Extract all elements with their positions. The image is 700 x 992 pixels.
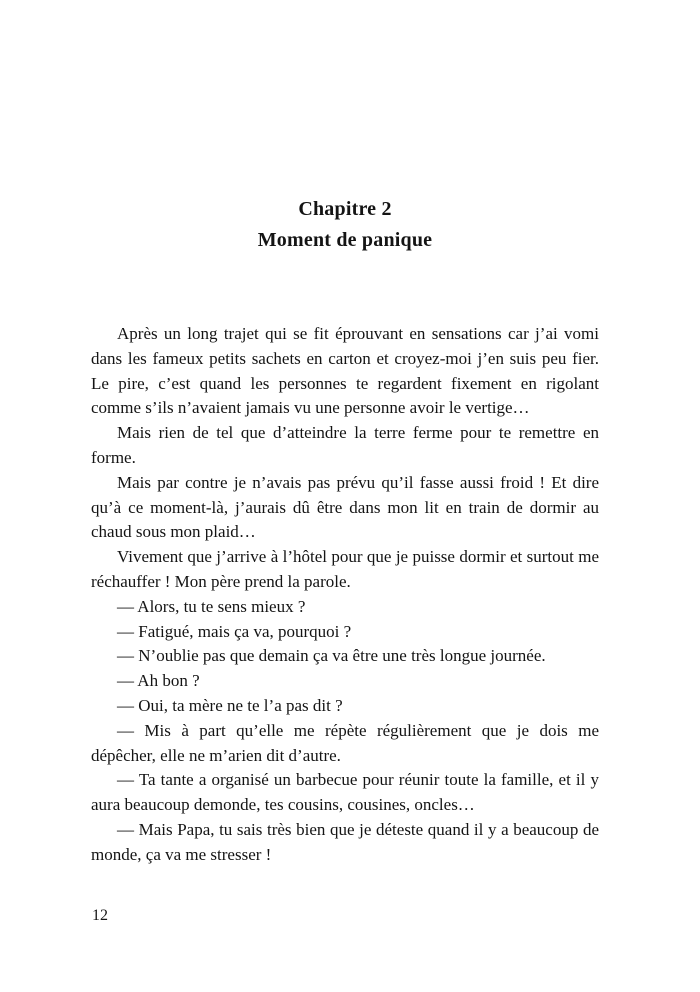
chapter-heading — [91, 194, 599, 256]
paragraph: — Mis à part qu’elle me répète régulièrement que je dois me dépêcher, elle ne m’arien dit d’autre. — [91, 720, 599, 765]
paragraph: Mais rien de tel que d’atteindre la terre ferme pour te remettre en forme. — [91, 423, 599, 467]
body-text — [91, 322, 599, 868]
paragraph: — Ah bon ? — [117, 671, 200, 691]
paragraph: — Oui, ta mère ne te l’a pas dit ? — [117, 695, 343, 715]
page-number: 12 — [92, 907, 108, 924]
paragraph: Vivement que j’arrive à l’hôtel pour que je puisse dormir et surtout me réchauffer ! Mon père prend la parole. — [91, 547, 599, 591]
paragraph: — N’oublie pas que demain ça va être une très longue journée. — [117, 646, 546, 666]
chapter-number: Chapitre 2 — [298, 198, 392, 220]
paragraph: Mais par contre je n’avais pas prévu qu’il fasse aussi froid ! Et dire qu’à ce moment-là, j’aurais dû être dans mon lit en train de dormir au chaud sous mon plaid… — [91, 472, 599, 542]
paragraph: — Fatigué, mais ça va, pourquoi ? — [117, 621, 352, 641]
paragraph: — Ta tante a organisé un barbecue pour réunir toute la famille, et il y aura beaucoup demonde, tes cousins, cousines, oncles… — [91, 770, 599, 815]
paragraph: — Mais Papa, tu sais très bien que je déteste quand il y a beaucoup de monde, ça va me stresser ! — [91, 819, 599, 864]
paragraph: Après un long trajet qui se fit éprouvant en sensations car j’ai vomi dans les fameux petits sachets en carton et croyez-moi j’en suis peu fier. Le pire, c’est quand les personnes te regardent fixement en rigolant comme s’ils n’avaient jamais vu une personne avoir le vertige… — [91, 324, 599, 418]
chapter-title: Moment de panique — [257, 229, 433, 251]
paragraph: — Alors, tu te sens mieux ? — [117, 596, 306, 616]
